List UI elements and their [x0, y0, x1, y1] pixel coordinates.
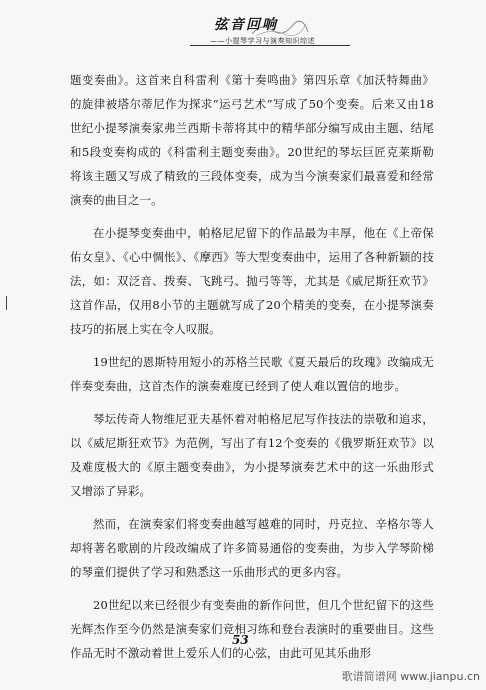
paragraph: 琴坛传奇人物维尼亚夫基怀着对帕格尼尼写作技法的崇敬和追求，以《威尼斯狂欢节》为范例，写出了有12个变奏的《俄罗斯狂欢节》以及难度极大的《原主题变奏曲》，为小提琴演奏艺术中的这一乐曲形式又增添了异彩。: [70, 412, 434, 498]
header-subtitle: ——小提琴学习与演奏知识综述: [210, 37, 315, 45]
page-number: 53: [232, 633, 249, 647]
paragraph: 在小提琴变奏曲中，帕格尼尼留下的作品最为丰厚，他在《上帝保佑女皇》、《心中惆怅》、《摩西》等大型变奏曲中，运用了各种新颖的技法，如：双泛音、拨奏、飞跳弓、抛弓等等，尤其是《威尼斯狂欢节》这首作品，仅用8小节的主题就写成了20个精美的变奏，在小提琴演奏技巧的拓展上实在令人叹服。: [70, 226, 434, 336]
paragraph: 20世纪以来已经很少有变奏曲的新作问世，但几个世纪留下的这些光辉杰作至今仍然是演奏家们竞相习练和登台表演时的重要曲目。这些作品无时不激动着世上爱乐人们的心弦，由此可见其乐曲形: [70, 598, 434, 660]
watermark: 歌谱简谱网 www.jianpu.cn: [341, 670, 480, 683]
body-text: [70, 68, 434, 674]
header-title: 弦音回响: [214, 17, 278, 33]
paragraph: 19世纪的恩斯特用短小的苏格兰民歌《夏天最后的玫瑰》改编成无伴奏变奏曲，这首杰作的演奏难度已经到了使人难以置信的地步。: [70, 355, 434, 393]
paragraph: 题变奏曲》。这首来自科雷利《第十奏鸣曲》第四乐章《加沃特舞曲》的旋律被塔尔蒂尼作为探求“运弓艺术”写成了50个变奏。后来又由18世纪小提琴演奏家弗兰西斯卡蒂将其中的精华部分编写成由主题、结尾和5段变奏构成的《科雷利主题变奏曲》。20世纪的琴坛巨匠克莱斯勒将该主题又写成了精致的三段体变奏，成为当今演奏家们最喜爱和经常演奏的曲目之一。: [70, 73, 434, 207]
running-header: [150, 14, 350, 48]
margin-mark: [6, 296, 7, 310]
header-rule: [190, 45, 350, 46]
paragraph: 然而，在演奏家们将变奏曲越写越难的同时，丹克拉、辛格尔等人却将著名歌剧的片段改编成了许多简易通俗的变奏曲，为步入学琴阶梯的琴童们提供了学习和熟悉这一乐曲形式的更多内容。: [70, 517, 434, 579]
